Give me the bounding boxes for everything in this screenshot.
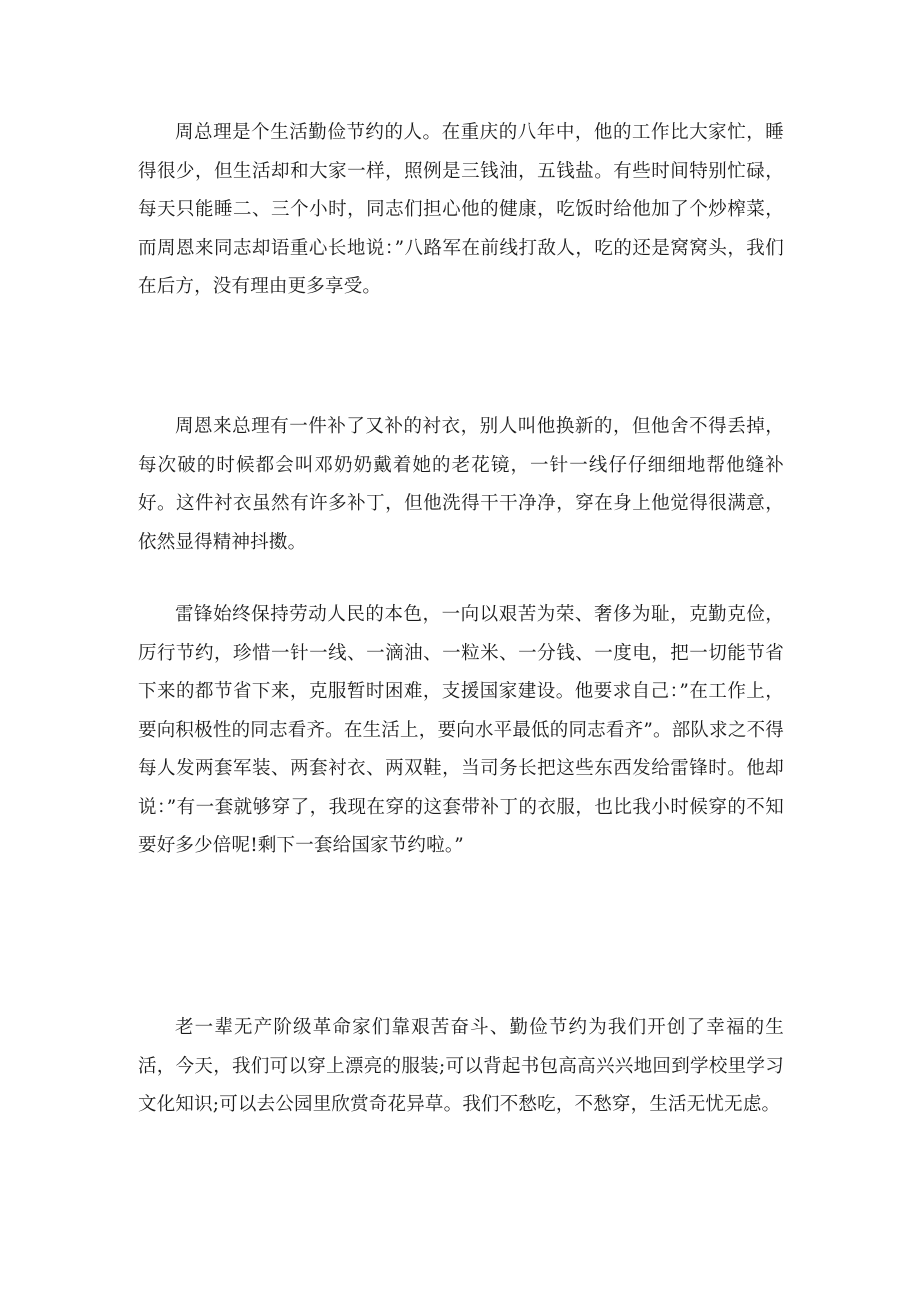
paragraph-zhou-patched-shirt: 周恩来总理有一件补了又补的衬衣，别人叫他换新的，但他舍不得丢掉，每次破的时候都会叫邓奶奶戴着她的老花镜，一针一线仔仔细细地帮他缝补好。这件衬衣虽然有许多补丁，但他洗得干干净净，穿在身上他觉得很满意，依然显得精神抖擞。 <box>138 416 784 553</box>
paragraph-conclusion: 老一辈无产阶级革命家们靠艰苦奋斗、勤俭节约为我们开创了幸福的生活，今天，我们可以穿上漂亮的服装;可以背起书包高高兴兴地回到学校里学习文化知识;可以去公园里欣赏奇花异草。我们不愁吃，不愁穿，生活无忧无虑。 <box>138 1017 784 1115</box>
paragraph-zhou-frugal-life: 周总理是个生活勤俭节约的人。在重庆的八年中，他的工作比大家忙，睡得很少，但生活却和大家一样，照例是三钱油，五钱盐。有些时间特别忙碌，每天只能睡二、三个小时，同志们担心他的健康，吃饭时给他加了个炒榨菜，而周恩来同志却语重心长地说：”八路军在前线打敌人，吃的还是窝窝头，我们在后方，没有理由更多享受。 <box>138 122 784 297</box>
paragraph-lei-feng: 雷锋始终保持劳动人民的本色，一向以艰苦为荣、奢侈为耻，克勤克俭，厉行节约，珍惜一针一线、一滴油、一粒米、一分钱、一度电，把一切能节省下来的都节省下来，克服暂时困难，支援国家建设。他要求自己：”在工作上，要向积极性的同志看齐。在生活上，要向水平最低的同志看齐”。部队求之不得每人发两套军装、两套衬衣、两双鞋，当司务长把这些东西发给雷锋时。他却说：”有一套就够穿了，我现在穿的这套带补丁的衣服，也比我小时候穿的不知要好多少倍呢!剩下一套给国家节约啦。” <box>138 604 784 856</box>
